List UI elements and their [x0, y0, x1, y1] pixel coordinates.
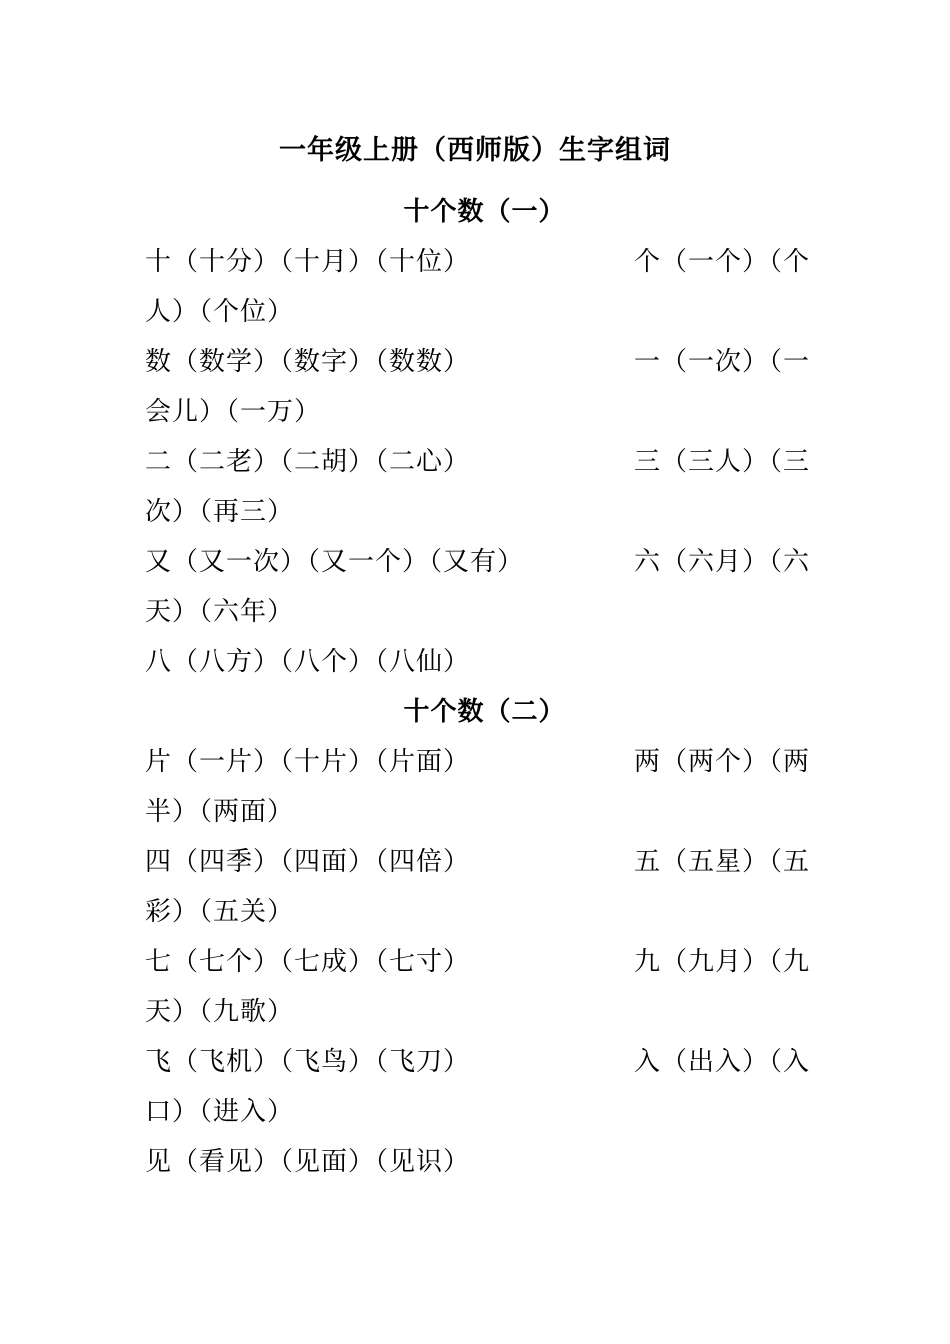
word-group: 七（七个）（七成）（七寸） — [145, 947, 471, 977]
word-group: 飞（飞机）（飞鸟）（飞刀） — [145, 1047, 471, 1077]
word-group: 八（八方）（八个）（八仙） — [145, 647, 471, 677]
word-group: 彩）（五关） — [145, 897, 295, 927]
section-heading: 十个数（一） — [403, 197, 566, 227]
word-group: 半）（两面） — [145, 797, 295, 827]
document-title: 一年级上册（西师版）生字组词 — [279, 135, 671, 166]
word-line — [145, 537, 810, 587]
word-line — [145, 1037, 810, 1087]
word-group: 数（数学）（数字）（数数） — [145, 347, 471, 377]
word-line — [145, 587, 810, 637]
word-group: 会儿）（一万） — [145, 397, 322, 427]
word-group: 三（三人）（三 — [633, 447, 810, 477]
word-group: 天）（九歌） — [145, 997, 295, 1027]
word-line — [145, 287, 810, 337]
word-group: 十（十分）（十月）（十位） — [145, 247, 471, 277]
word-group: 人）（个位） — [145, 297, 295, 327]
word-group: 一（一次）（一 — [633, 347, 810, 377]
word-group: 二（二老）（二胡）（二心） — [145, 447, 471, 477]
word-group: 两（两个）（两 — [633, 747, 810, 777]
word-group: 口）（进入） — [145, 1097, 295, 1127]
word-group: 六（六月）（六 — [633, 547, 810, 577]
word-line — [145, 787, 810, 837]
word-line — [145, 1087, 810, 1137]
word-group: 次）（再三） — [145, 497, 295, 527]
word-group: 个（一个）（个 — [633, 247, 810, 277]
word-group: 五（五星）（五 — [633, 847, 810, 877]
word-line — [145, 437, 810, 487]
word-line — [145, 987, 810, 1037]
word-group: 见（看见）（见面）（见识） — [145, 1147, 471, 1177]
document-content — [145, 187, 810, 1187]
word-line — [145, 337, 810, 387]
word-line — [145, 487, 810, 537]
word-group: 片（一片）（十片）（片面） — [145, 747, 471, 777]
word-group: 九（九月）（九 — [633, 947, 810, 977]
word-line — [145, 1137, 810, 1187]
word-group: 入（出入）（入 — [633, 1047, 810, 1077]
word-line — [145, 387, 810, 437]
word-line — [145, 737, 810, 787]
word-group: 又（又一次）（又一个）（又有） — [145, 547, 525, 577]
word-line — [145, 837, 810, 887]
word-line — [145, 237, 810, 287]
word-line — [145, 887, 810, 937]
word-group: 天）（六年） — [145, 597, 295, 627]
word-line — [145, 637, 810, 687]
section-heading: 十个数（二） — [403, 697, 566, 727]
word-line — [145, 937, 810, 987]
word-group: 四（四季）（四面）（四倍） — [145, 847, 471, 877]
